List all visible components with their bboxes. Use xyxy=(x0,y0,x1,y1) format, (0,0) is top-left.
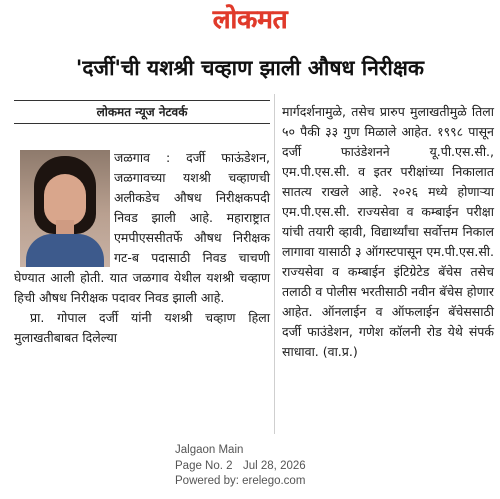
right-column xyxy=(282,102,494,438)
clipping-footer xyxy=(0,442,500,494)
article-intro-paragraph: जळगाव : दर्जी फाऊंडेशन, जळगावच्या यशश्री चव्हाणची अलीकडेच औषध निरीक्षकपदी निवड झाली आहे. महाराष्ट्रात एमपीएससीतर्फे औषध निरीक्षक गट-ब पदासाठी निवड चाचणी घेण्यात आली होती. यात जळगाव येथील यशश्री चव्हाण हिची औषध निरीक्षक पदावर निवड झाली आहे. xyxy=(14,150,270,305)
masthead xyxy=(0,0,500,40)
photo-float-spacer xyxy=(14,148,114,268)
left-column xyxy=(14,148,270,438)
page-number: Page No. 2 xyxy=(175,460,233,472)
column-divider xyxy=(274,94,275,434)
publication-date: Jul 28, 2026 xyxy=(243,460,306,472)
article xyxy=(10,92,496,437)
newspaper-logo: लोकमत xyxy=(212,5,288,35)
right-column-paragraph: मार्गदर्शनामुळे, तसेच प्रारुप मुलाखतीमुळे तिला ५० पैकी ३३ गुण मिळाले आहेत. १९९८ पासून दर्जी फाउंडेशनने यू.पी.एस.सी., एम.पी.एस.सी. व इतर परीक्षांच्या निकालात सातत्य राखले आहे. २०२६ मध्ये होणाऱ्या एम.पी.एस.सी. राज्यसेवा व कम्बाईन परीक्षा यांची तयारी व्हावी, विद्यार्थ्यांचा सर्वोत्तम निकाल लागावा यासाठी ३ ऑगस्टपासून एम.पी.एस.सी. राज्यसेवा व कम्बाईन इंटिग्रेटेड बॅचेस तसेच तलाठी व पोलीस भरतीसाठी नवीन बॅचेस होणार आहेत. ऑनलाईन व ऑफलाईन बॅचेससाठी दर्जी फाउंडेशन, गणेश कॉलनी रोड येथे संपर्क साधावा. (वा.प्र.) xyxy=(282,104,494,359)
edition-label: Jalgaon Main xyxy=(175,444,244,456)
byline-rule-bottom xyxy=(14,123,270,124)
headline: 'दर्जी'ची यशश्री चव्हाण झाली औषध निरीक्षक xyxy=(75,56,425,80)
powered-by: Powered by: erelego.com xyxy=(175,475,306,487)
byline-rule-top xyxy=(14,100,270,101)
article-second-paragraph: प्रा. गोपाल दर्जी यांनी यशश्री चव्हाण हिला मुलाखतीबाबत दिलेल्या xyxy=(14,310,270,345)
byline: लोकमत न्यूज नेटवर्क xyxy=(96,105,188,119)
